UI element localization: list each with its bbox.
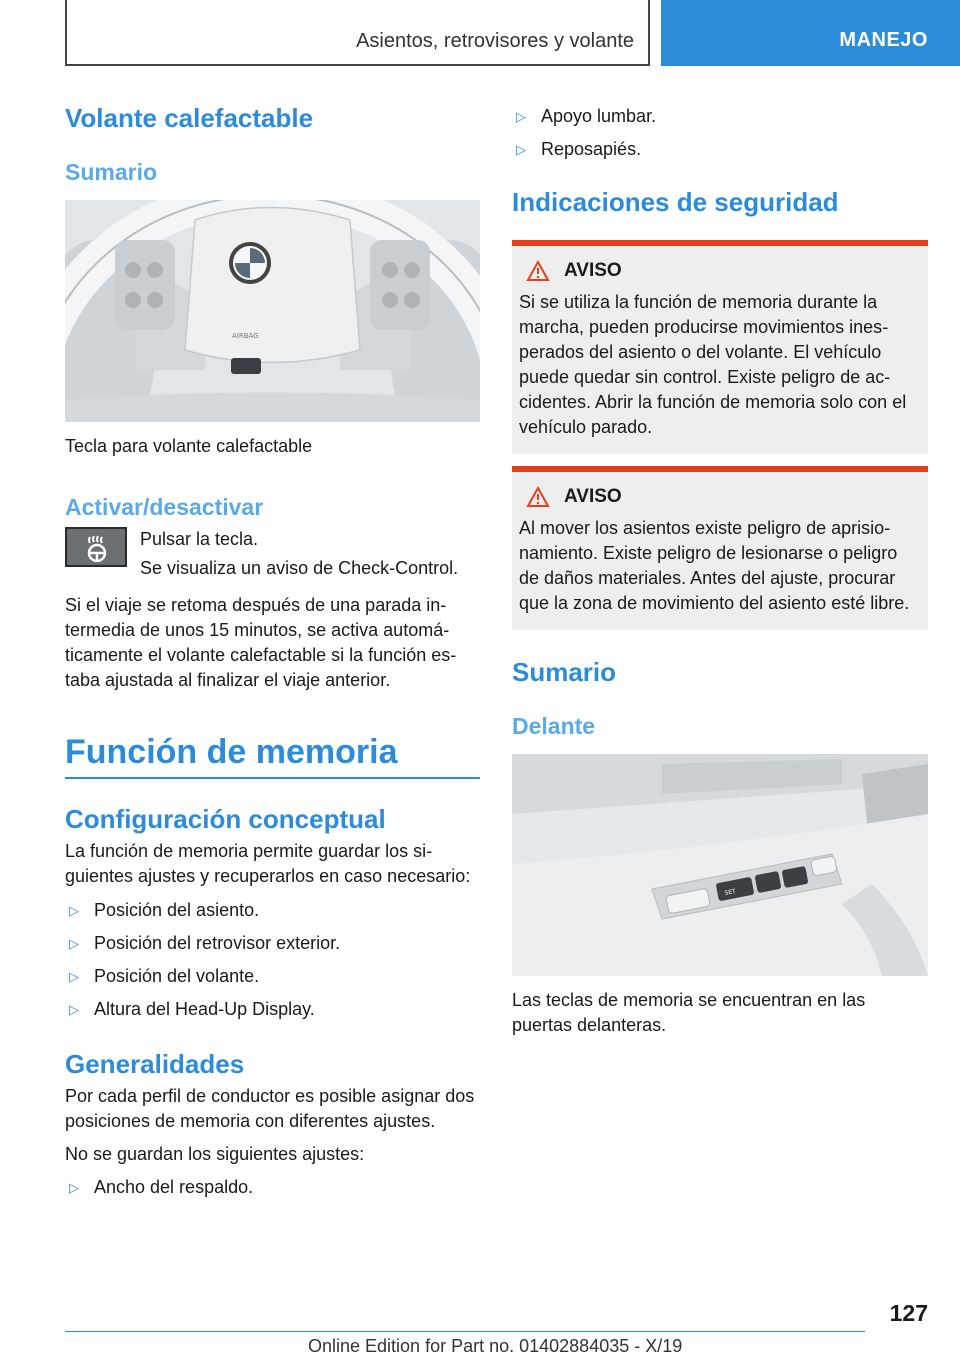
warning-triangle-icon — [526, 260, 550, 282]
warning-text: Si se utiliza la función de memoria durante la marcha, pueden producirse movimientos inesperados del asiento o del volante. El vehículo puede quedar sin control. Existe peligro de accidentes. Abrir la función de memoria solo con el vehículo parado. — [519, 292, 907, 437]
door-memory-buttons-image — [512, 754, 928, 976]
heading-generalidades: Generalidades — [65, 1049, 245, 1079]
instruction-visualiza: Se visualiza un aviso de Check-Control. — [140, 558, 459, 578]
paragraph-generalidades: Por cada perfil de conductor es posible asignar dos posiciones de memoria con diferentes ajustes. — [65, 1086, 475, 1131]
footer-edition: Online Edition for Part no. 01402884035 - X/19 — [308, 1336, 683, 1356]
steering-wheel-image — [65, 200, 480, 422]
warning-text: Al mover los asientos existe peligro de aprisionamiento. Existe peligro de lesionarse o peligro de daños materiales. Antes del ajuste, procurar que la zona de movimiento del asiento esté libre. — [519, 518, 910, 613]
heading-safety: Indicaciones de seguridad — [512, 187, 839, 217]
heading-rule — [65, 777, 480, 779]
heading-memoria: Función de memoria — [65, 733, 398, 771]
list-item: ▷ Posición del asiento. — [65, 898, 480, 923]
list-item: ▷ Posición del retrovisor exterior. — [65, 931, 480, 956]
warning-box-2 — [512, 466, 928, 630]
caption-door-buttons: Las teclas de memoria se encuentran en las puertas delanteras. — [512, 990, 866, 1035]
header-section-title: Asientos, retrovisores y volante — [356, 30, 634, 52]
heading-config: Configuración conceptual — [65, 804, 386, 834]
header-section-box — [65, 0, 650, 66]
set-label: SET — [724, 887, 737, 897]
header-chapter-tab[interactable] — [661, 0, 960, 66]
footer-rule — [65, 1331, 865, 1332]
heated-wheel-button-icon — [65, 527, 127, 567]
caption-heated-wheel: Tecla para volante calefactable — [65, 436, 313, 456]
paragraph-no-guardan: No se guardan los siguientes ajustes: — [65, 1144, 365, 1164]
warning-triangle-icon — [526, 486, 550, 508]
instruction-pulsar: Pulsar la tecla. — [140, 529, 259, 549]
list-item: ▷ Posición del volante. — [65, 964, 480, 989]
list-item: ▷ Apoyo lumbar. — [512, 104, 928, 129]
heading-sumario: Sumario — [65, 159, 158, 185]
list-item: ▷ Reposapiés. — [512, 137, 928, 162]
heading-heated-wheel: Volante calefactable — [65, 103, 314, 133]
warning-box-1 — [512, 240, 928, 454]
warning-label: AVISO — [564, 260, 622, 281]
left-column — [65, 100, 480, 1200]
paragraph-reactivation: Si el viaje se retoma después de una parada intermedia de unos 15 minutos, se activa automáticamente el volante calefactable si la función estaba ajustada al finalizar el viaje anterior. — [65, 595, 457, 690]
heading-delante: Delante — [512, 713, 596, 739]
right-column — [512, 100, 928, 1038]
list-item: ▷ Altura del Head-Up Display. — [65, 997, 480, 1022]
page-number: 127 — [889, 1300, 928, 1326]
warning-label: AVISO — [564, 486, 622, 507]
heading-activar: Activar/desactivar — [65, 494, 264, 520]
paragraph-config: La función de memoria permite guardar los siguientes ajustes y recuperarlos en caso necesario: — [65, 841, 471, 886]
list-item: ▷ Ancho del respaldo. — [65, 1175, 480, 1200]
airbag-label: AIRBAG — [232, 332, 259, 340]
header-chapter-label: MANEJO — [839, 29, 928, 51]
heading-sumario-right: Sumario — [512, 657, 617, 687]
